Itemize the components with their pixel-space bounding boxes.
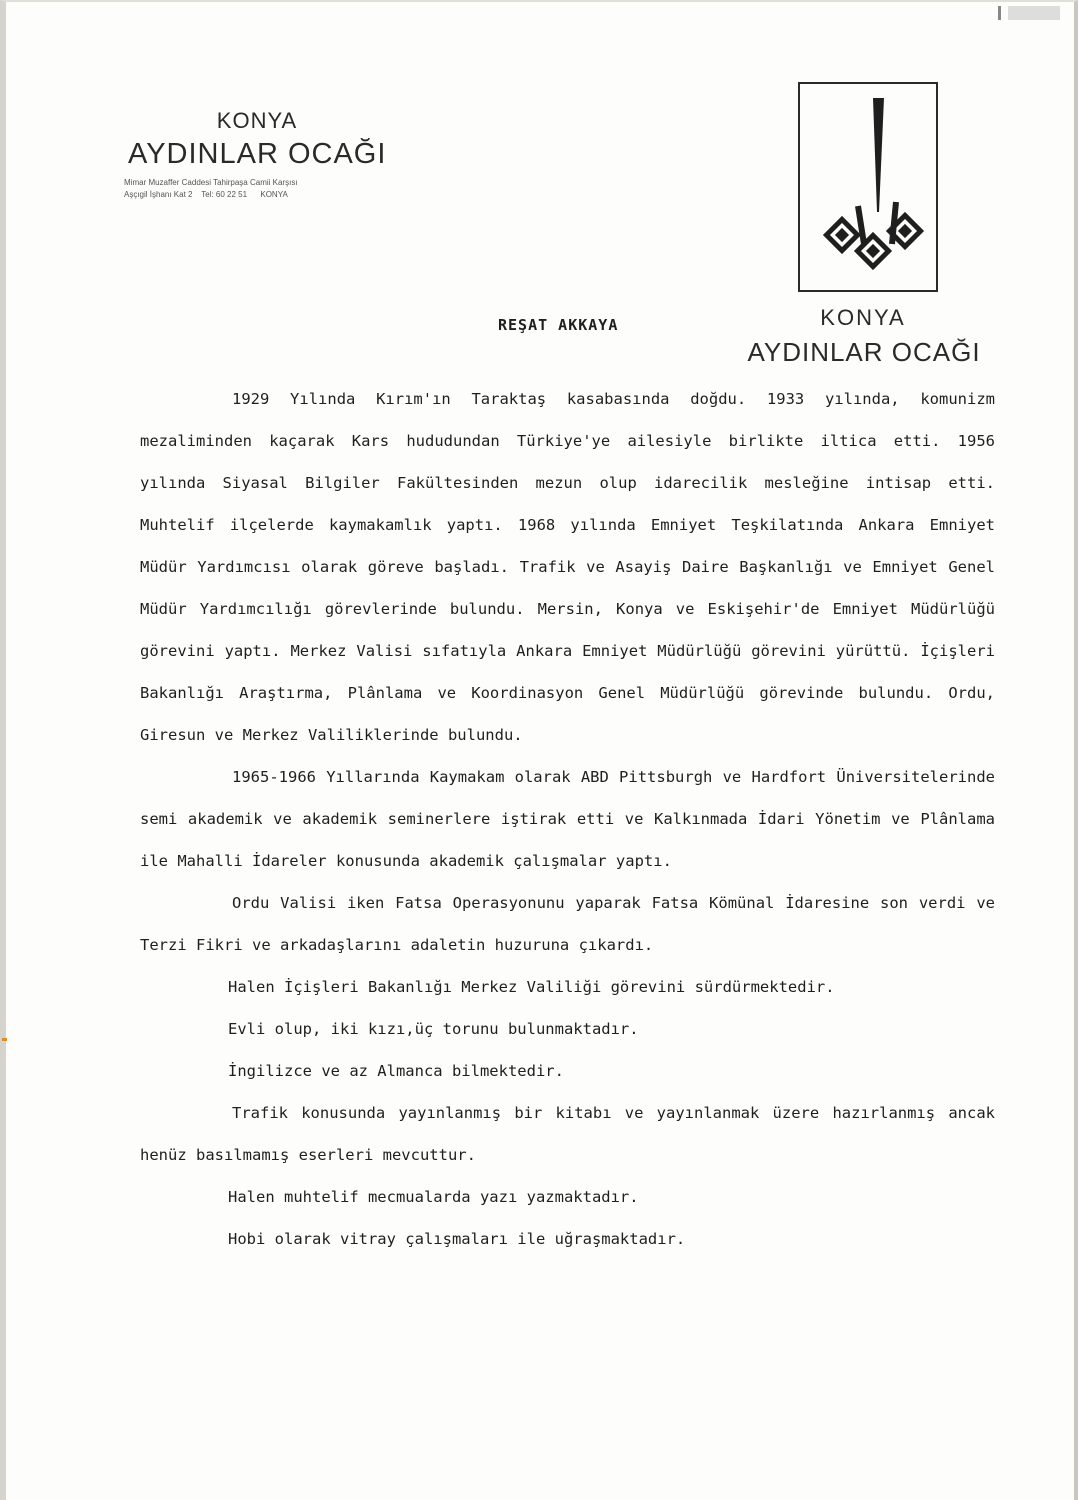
document-body [140, 378, 995, 1260]
body-paragraph-career: 1929 Yılında Kırım'ın Taraktaş kasabasında doğdu. 1933 yılında, komunizm mezaliminden kaçarak Kars hududundan Türkiye'ye ailesiyle birlikte iltica etti. 1956 yılında Siyasal Bilgiler Fakültesinden mezun olup idarecilik mesleğine intisap etti. Muhtelif ilçelerde kaymakamlık yaptı. 1968 yılında Emniyet Teşkilatında Ankara Emniyet Müdür Yardımcısı olarak göreve başladı. Trafik ve Asayiş Daire Başkanlığı ve Emniyet Genel Müdür Yardımcılığı görevlerinde bulundu. Mersin, Konya ve Eskişehir'de Emniyet Müdürlüğü görevini yaptı. Merkez Valisi sıfatıyla Ankara Emniyet Müdürlüğü görevini yürüttü. İçişleri Bakanlığı Araştırma, Plânlama ve Koordinasyon Genel Müdürlüğü görevinde bulundu. Ordu, Giresun ve Merkez Valiliklerinde bulundu. [140, 390, 995, 744]
letterhead-city: KONYA [216, 108, 298, 133]
body-paragraph-current-duty: Halen İçişleri Bakanlığı Merkez Valiliği görevini sürdürmektedir. [228, 978, 835, 996]
body-paragraph-hobby: Hobi olarak vitray çalışmaları ile uğraşmaktadır. [228, 1230, 686, 1248]
letterhead-org-name: AYDINLAR OCAĞI [128, 138, 387, 170]
logo-city: KONYA [820, 305, 906, 330]
body-paragraph-publications: Trafik konusunda yayınlanmış bir kitabı ve yayınlanmak üzere hazırlanmış ancak henüz basılmamış eserleri mevcuttur. [140, 1104, 995, 1164]
body-paragraph-fatsa: Ordu Valisi iken Fatsa Operasyonunu yaparak Fatsa Kömünal İdaresine son verdi ve Terzi Fikri ve arkadaşlarını adaletin huzuruna çıkardı. [140, 894, 995, 954]
logo-org-name: AYDINLAR OCAĞI [747, 337, 981, 367]
body-paragraph-languages: İngilizce ve az Almanca bilmektedir. [228, 1062, 564, 1080]
body-paragraph-writing: Halen muhtelif mecmualarda yazı yazmaktadır. [228, 1188, 639, 1206]
letterhead [122, 108, 402, 201]
body-paragraph-education: 1965-1966 Yıllarında Kaymakam olarak ABD Pittsburgh ve Hardfort Üniversitelerinde semi akademik ve akademik seminerlere iştirak etti ve Kalkınmada İdari Yönetim ve Plânlama ile Mahalli İdareler konusunda akademik çalışmalar yaptı. [140, 768, 995, 870]
letterhead-address-line-2: Aşçıgil İşhanı Kat 2 Tel: 60 22 51 KONYA [124, 190, 288, 199]
letterhead-address-line-1: Mimar Muzaffer Caddesi Tahirpaşa Camii Karşısı [124, 178, 298, 187]
letterhead-address [122, 177, 402, 201]
scan-corner-mark [998, 6, 1060, 20]
body-paragraph-family: Evli olup, iki kızı,üç torunu bulunmaktadır. [228, 1020, 639, 1038]
scan-edge-mark [2, 1038, 7, 1041]
torch-and-diamonds-icon [798, 82, 938, 292]
document-title: REŞAT AKKAYA [498, 316, 619, 334]
